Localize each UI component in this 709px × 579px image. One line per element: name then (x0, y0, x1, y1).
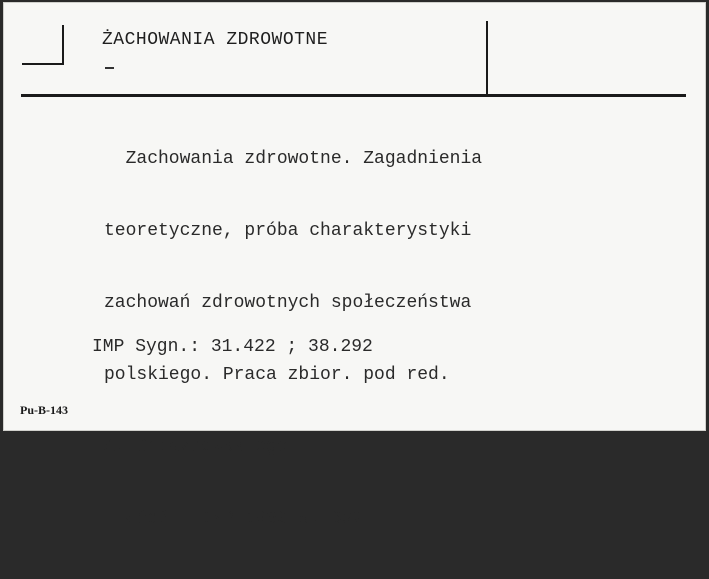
column-divider (486, 21, 488, 97)
description-line: A. Gniazdowskiego. (104, 437, 299, 457)
call-number: IMP Sygn.: 31.422 ; 38.292 (92, 337, 373, 357)
heading-dash (105, 67, 114, 69)
heading-rule (21, 94, 686, 97)
corner-mark-vertical (62, 25, 64, 65)
catalog-card (3, 2, 706, 529)
card-heading: ŻACHOWANIA ZDROWOTNE (102, 30, 329, 50)
description-line: teoretyczne, próba charakterystyki (104, 221, 472, 241)
description-line: zachowań zdrowotnych społeczeństwa (104, 293, 472, 313)
description-line: Zachowania zdrowotne. Zagadnienia (104, 149, 483, 169)
corner-mark-horizontal (22, 63, 64, 65)
imprint-line: Łódź : IMP 1990 s. 392 (104, 509, 364, 529)
description-line: polskiego. Praca zbior. pod red. (104, 365, 450, 385)
form-label: Pu-B-143 (20, 403, 68, 417)
